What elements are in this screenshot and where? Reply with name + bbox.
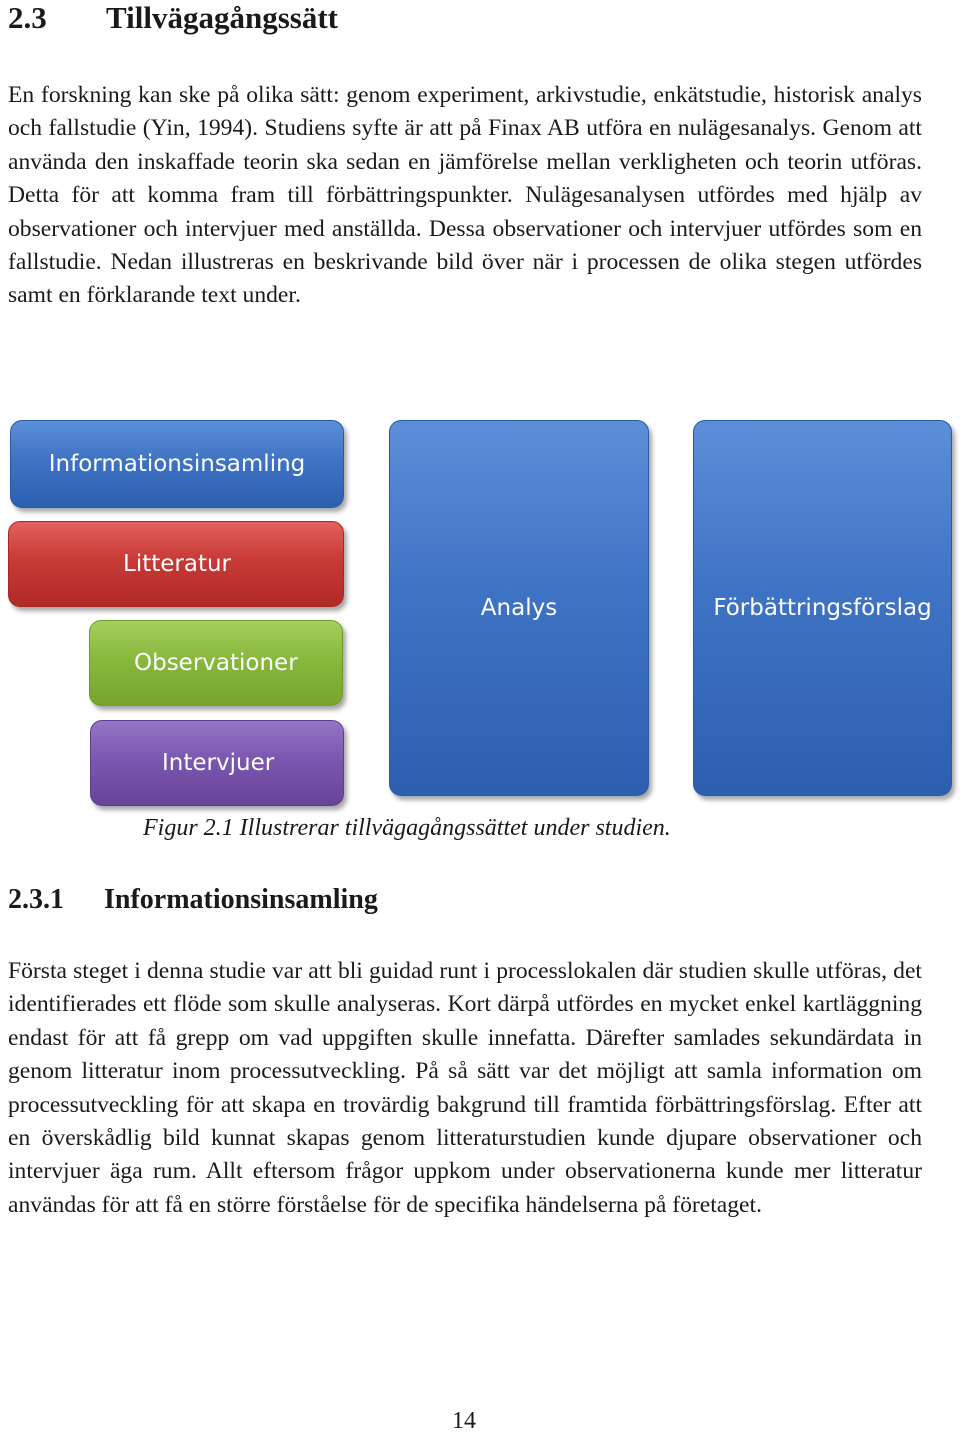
- subsection-title: Informationsinsamling: [104, 884, 378, 915]
- box-observationer-label: Observationer: [134, 650, 298, 676]
- box-forbattringsforslag: [693, 420, 952, 796]
- box-observationer: [89, 620, 343, 706]
- box-analys: [389, 420, 649, 796]
- subsection-heading: [8, 884, 378, 916]
- box-litteratur-label: Litteratur: [123, 551, 231, 577]
- page-number: 14: [452, 1408, 476, 1434]
- subsection-paragraph: Första steget i denna studie var att bli guidad runt i processlokalen där studien skulle utföras, det identifierades ett flöde som skulle analyseras. Kort därpå utfördes en mycket enkel kartläggning endast för att få grepp om vad uppgiften skulle innefatta. Därefter samlades sekundärdata in genom litteratur inom processutveckling. På så sätt var det möjligt att samla information om processutveckling för att skapa en trovärdig bakgrund till framtida förbättringsförslag. Efter att en överskådlig bild kunnat skapas genom litteraturstudien kunde djupare observationer och intervjuer äga rum. Allt eftersom frågor uppkom under observationerna kunde mer litteratur användas för att få en större förståelse för de specifika händelserna på företaget.: [8, 958, 922, 1218]
- section-paragraph: En forskning kan ske på olika sätt: genom experiment, arkivstudie, enkätstudie, historisk analys och fallstudie (Yin, 1994). Studiens syfte är att på Finax AB utföra en nulägesanalys. Genom att använda den inskaffade teorin ska sedan en jämförelse mellan verkligheten och teorin utföras. Detta för att komma fram till förbättringspunkter. Nulägesanalysen utfördes med hjälp av observationer och intervjuer med anställda. Dessa observationer och intervjuer utfördes som en fallstudie. Nedan illustreras en beskrivande bild över när i processen de olika stegen utfördes samt en förklarande text under.: [8, 82, 922, 309]
- box-intervjuer: [90, 720, 344, 806]
- box-forbattringsforslag-label: Förbättringsförslag: [713, 595, 932, 621]
- box-informationsinsamling: [10, 420, 344, 508]
- section-number: 2.3: [8, 0, 47, 35]
- box-intervjuer-label: Intervjuer: [162, 750, 275, 776]
- figure-caption: Figur 2.1 Illustrerar tillvägagångssättet under studien.: [143, 815, 671, 841]
- section-title: Tillvägagångssätt: [106, 0, 338, 35]
- box-litteratur: [8, 521, 344, 607]
- box-analys-label: Analys: [480, 595, 558, 621]
- subsection-number: 2.3.1: [8, 884, 64, 915]
- section-heading: [8, 0, 338, 36]
- box-informationsinsamling-label: Informationsinsamling: [48, 451, 306, 477]
